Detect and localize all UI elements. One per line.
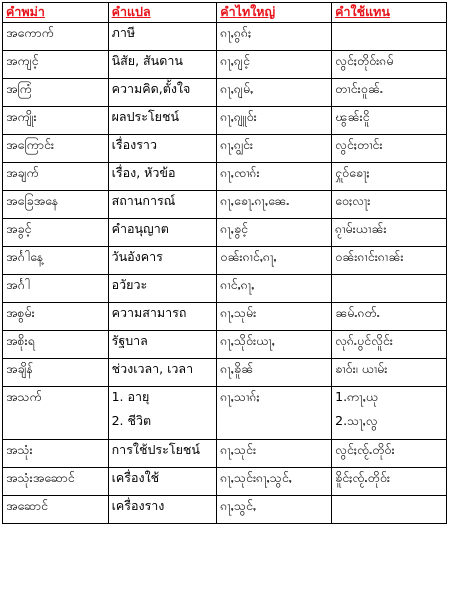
header-translation: คำแปล [108, 3, 217, 23]
cell-translation: นิสัย, สันดาน [108, 51, 217, 79]
cell-shan: ၵႃႇသုင်းၵႃႇသွင်ႇ [217, 468, 332, 496]
cell-shan: ၵႃႇၵျင့် [217, 51, 332, 79]
cell-shan: ၵႃႇၵျူဝ်း [217, 107, 332, 135]
cell-translation-line: 1. อายุ [111, 389, 150, 404]
cell-translation: เครื่องราง [108, 496, 217, 524]
cell-translation: การใช้ประโยชน์ [108, 440, 217, 468]
cell-substitute: ၶၢဝ်း၊ ယၢမ်း [332, 359, 447, 387]
table-row [3, 303, 447, 331]
table-row [3, 135, 447, 163]
table-row [3, 496, 447, 524]
cell-substitute: လွင်ႈၸႂ်ႉတိုဝ်း [332, 440, 447, 468]
table-row [3, 331, 447, 359]
cell-substitute: လုၵ်ႉပွင်လိူင်း [332, 331, 447, 359]
cell-substitute: တၢင်းဝူၼ်ႉ [332, 79, 447, 107]
cell-shan: ၵႃႇသိုဝ်းယႃႇ [217, 331, 332, 359]
cell-substitute: ၶိူင်ႈၸႂ်ႉတိုဝ်း [332, 468, 447, 496]
cell-translation: รัฐบาล [108, 331, 217, 359]
cell-substitute-line: 1.ဢႃႇယု [335, 389, 378, 404]
header-row [3, 3, 447, 23]
cell-translation: เรื่องราว [108, 135, 217, 163]
table-row [3, 275, 447, 303]
cell-shan: ၵႃႇသွင်ႇ [217, 496, 332, 524]
cell-burmese: အကြံ [3, 79, 109, 107]
cell-translation: ภาษี [108, 23, 217, 51]
cell-substitute: ၼမ်ႉၵတ်ႉ [332, 303, 447, 331]
cell-substitute [332, 23, 447, 51]
table-row [3, 440, 447, 468]
cell-burmese: အသုံးအဆောင် [3, 468, 109, 496]
cell-shan: ဝၼ်းၵၢင်ႇၵႃႇ [217, 247, 332, 275]
table-row [3, 387, 447, 440]
cell-substitute: ၽွၼ်းငိူ [332, 107, 447, 135]
cell-translation: เรื่อง, หัวข้อ [108, 163, 217, 191]
cell-burmese: အချက် [3, 163, 109, 191]
cell-burmese: အချိန် [3, 359, 109, 387]
cell-burmese: အခွင့် [3, 219, 109, 247]
table-row [3, 51, 447, 79]
cell-translation-line: 2. ชีวิต [111, 413, 152, 428]
cell-burmese: အဆောင် [3, 496, 109, 524]
cell-substitute [332, 275, 447, 303]
cell-shan: ၵၢင်ႇၵႃႇ [217, 275, 332, 303]
cell-shan: ၵႃႇၶိူၼ် [217, 359, 332, 387]
cell-translation: ความคิด,ตั้งใจ [108, 79, 217, 107]
table-row [3, 107, 447, 135]
table-row [3, 219, 447, 247]
cell-substitute: ဝေႈလႃး [332, 191, 447, 219]
cell-substitute: ဝၼ်းၵၢင်းၵၢၼ်း [332, 247, 447, 275]
cell-substitute: ၵႂၢမ်းယၢၼ်း [332, 219, 447, 247]
cell-shan: ၵႃႇသၢၵ်ႈ [217, 387, 332, 440]
cell-translation: ความสามารถ [108, 303, 217, 331]
cell-translation: เครื่องใช้ [108, 468, 217, 496]
table-body [3, 23, 447, 524]
table-row [3, 191, 447, 219]
cell-translation: คำอนุญาต [108, 219, 217, 247]
cell-burmese: အသုံး [3, 440, 109, 468]
cell-translation: ผลประโยชน์ [108, 107, 217, 135]
cell-shan: ၵႃႇသုင်း [217, 440, 332, 468]
table-row [3, 79, 447, 107]
cell-burmese: အင်္ဂါ [3, 275, 109, 303]
header-substitute: คำใช้แทน [332, 3, 447, 23]
vocabulary-table [2, 2, 447, 524]
cell-substitute: လွင်ႈတၢင်း [332, 135, 447, 163]
header-burmese: คำพม่า [3, 3, 109, 23]
cell-shan: ၵႃႇၶွင့် [217, 219, 332, 247]
header-shan: คำไทใหญ่ [217, 3, 332, 23]
cell-substitute: လွင်ႈတိုဝ်းၵမ် [332, 51, 447, 79]
cell-substitute-line: 2.သႃႇလွ [335, 413, 378, 428]
cell-translation [108, 387, 217, 440]
cell-burmese: အကျင့် [3, 51, 109, 79]
cell-burmese: အကြောင်း [3, 135, 109, 163]
table-row [3, 359, 447, 387]
cell-burmese: အကောက် [3, 23, 109, 51]
cell-translation: ช่วงเวลา, เวลา [108, 359, 217, 387]
cell-substitute [332, 496, 447, 524]
cell-shan: ၵႃႇသုမ်း [217, 303, 332, 331]
table-row [3, 247, 447, 275]
cell-shan: ၵႃႇၵွၵ်ႈ [217, 23, 332, 51]
cell-substitute [332, 387, 447, 440]
cell-burmese: အစွမ်း [3, 303, 109, 331]
cell-shan: ၵႃႇၵျမ်ႇ [217, 79, 332, 107]
cell-burmese: အစိုးရ [3, 331, 109, 359]
table-row [3, 468, 447, 496]
cell-substitute: ႁူဝ်ၶေႃႈ [332, 163, 447, 191]
cell-burmese: အခြေအနေ [3, 191, 109, 219]
cell-shan: ၵႃႇၵျွင်း [217, 135, 332, 163]
table-row [3, 163, 447, 191]
cell-translation: สถานการณ์ [108, 191, 217, 219]
cell-burmese: အင်္ဂါနေ့ [3, 247, 109, 275]
cell-translation: วันอังคาร [108, 247, 217, 275]
table-row [3, 23, 447, 51]
cell-burmese: အကျိုး [3, 107, 109, 135]
cell-shan: ၵႃႇၸၢၵ်း [217, 163, 332, 191]
cell-shan: ၵႃႇၶေႃႉၵႃႇၼေႉ [217, 191, 332, 219]
cell-burmese: အသက် [3, 387, 109, 440]
cell-translation: อวัยวะ [108, 275, 217, 303]
